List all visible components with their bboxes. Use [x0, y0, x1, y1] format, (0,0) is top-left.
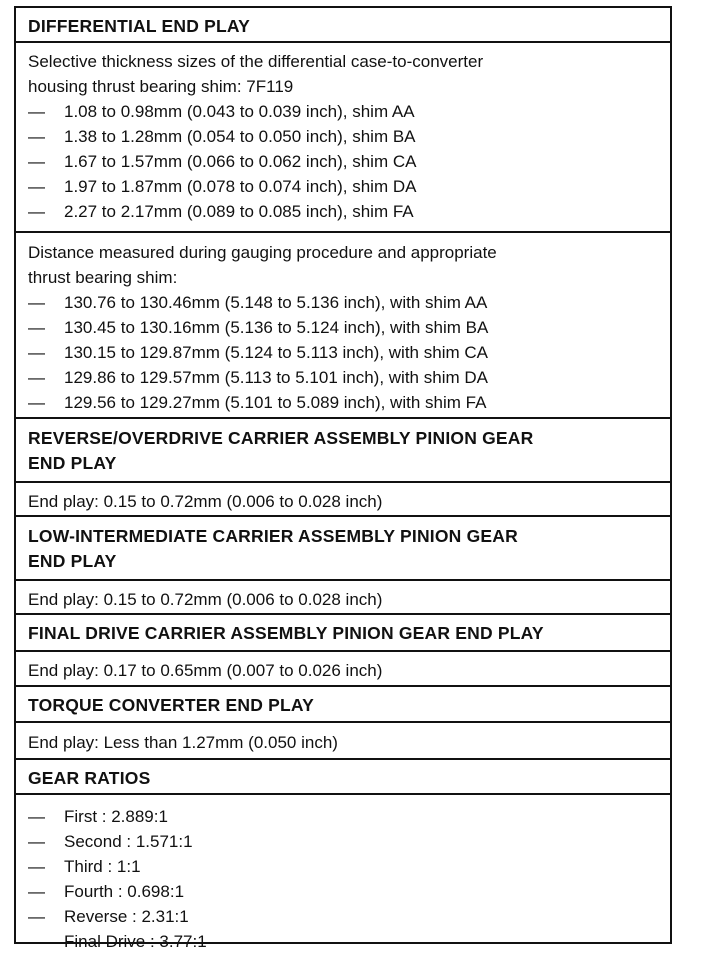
- gauging-distances-block: [16, 233, 670, 419]
- dash-bullet: —: [28, 932, 45, 951]
- list-item: — Fourth : 0.698:1: [28, 879, 670, 904]
- end-play-value: End play: 0.15 to 0.72mm (0.006 to 0.028 inch): [28, 492, 383, 511]
- end-play-value: End play: 0.17 to 0.65mm (0.007 to 0.026 inch): [28, 661, 383, 680]
- list-item: — Reverse : 2.31:1: [28, 904, 670, 929]
- section-heading-line: END PLAY: [28, 551, 117, 571]
- list-item: — 1.08 to 0.98mm (0.043 to 0.039 inch), shim AA: [28, 99, 670, 124]
- dash-bullet: —: [28, 857, 45, 876]
- list-item: — 130.76 to 130.46mm (5.148 to 5.136 inch), with shim AA: [28, 290, 670, 315]
- list-item: — 130.45 to 130.16mm (5.136 to 5.124 inch), with shim BA: [28, 315, 670, 340]
- section-heading: DIFFERENTIAL END PLAY: [28, 16, 251, 36]
- low-intermediate-heading: [16, 517, 670, 581]
- list-item: — Second : 1.571:1: [28, 829, 670, 854]
- torque-converter-heading: [16, 687, 670, 723]
- section-heading: TORQUE CONVERTER END PLAY: [28, 695, 315, 715]
- list-item: — 1.97 to 1.87mm (0.078 to 0.074 inch), shim DA: [28, 174, 670, 199]
- list-item: — 1.67 to 1.57mm (0.066 to 0.062 inch), shim CA: [28, 149, 670, 174]
- torque-converter-value: [16, 723, 670, 760]
- gear-ratios-list: [16, 795, 670, 951]
- end-play-value: End play: 0.15 to 0.72mm (0.006 to 0.028 inch): [28, 590, 383, 609]
- shim-sizes-block: [16, 43, 670, 233]
- dash-bullet: —: [28, 368, 45, 387]
- dash-bullet: —: [28, 882, 45, 901]
- list-item: — 130.15 to 129.87mm (5.124 to 5.113 inch), with shim CA: [28, 340, 670, 365]
- gauge-intro-line: Distance measured during gauging procedure and appropriate: [28, 243, 497, 262]
- list-item: — 2.27 to 2.17mm (0.089 to 0.085 inch), shim FA: [28, 199, 670, 224]
- gear-ratios-heading: [16, 760, 670, 795]
- list-item: — Final Drive : 3.77:1: [28, 929, 670, 954]
- dash-bullet: —: [28, 127, 45, 146]
- shim-intro-line: Selective thickness sizes of the differential case-to-converter: [28, 52, 484, 71]
- section-heading: GEAR RATIOS: [28, 768, 151, 788]
- gauge-intro-line: thrust bearing shim:: [28, 268, 178, 287]
- reverse-overdrive-heading: [16, 419, 670, 483]
- differential-end-play-heading: [16, 8, 670, 43]
- dash-bullet: —: [28, 343, 45, 362]
- dash-bullet: —: [28, 318, 45, 337]
- reverse-overdrive-value: [16, 483, 670, 517]
- list-item: — 129.86 to 129.57mm (5.113 to 5.101 inch), with shim DA: [28, 365, 670, 390]
- dash-bullet: —: [28, 102, 45, 121]
- end-play-value: End play: Less than 1.27mm (0.050 inch): [28, 733, 338, 752]
- list-item: — 129.56 to 129.27mm (5.101 to 5.089 inch), with shim FA: [28, 390, 670, 415]
- shim-intro-line: housing thrust bearing shim: 7F119: [28, 77, 294, 96]
- dash-bullet: —: [28, 293, 45, 312]
- dash-bullet: —: [28, 152, 45, 171]
- list-item: — First : 2.889:1: [28, 804, 670, 829]
- list-item: — 1.38 to 1.28mm (0.054 to 0.050 inch), shim BA: [28, 124, 670, 149]
- specification-table: [14, 6, 672, 951]
- section-heading-line: END PLAY: [28, 453, 117, 473]
- section-heading-line: LOW-INTERMEDIATE CARRIER ASSEMBLY PINION GEAR: [28, 526, 518, 546]
- low-intermediate-value: [16, 581, 670, 615]
- final-drive-heading: [16, 615, 670, 652]
- section-heading: FINAL DRIVE CARRIER ASSEMBLY PINION GEAR END PLAY: [28, 623, 544, 643]
- dash-bullet: —: [28, 177, 45, 196]
- list-item: — Third : 1:1: [28, 854, 670, 879]
- section-heading-line: REVERSE/OVERDRIVE CARRIER ASSEMBLY PINION GEAR: [28, 428, 534, 448]
- dash-bullet: —: [28, 393, 45, 412]
- dash-bullet: —: [28, 832, 45, 851]
- dash-bullet: —: [28, 807, 45, 826]
- dash-bullet: —: [28, 202, 45, 221]
- dash-bullet: —: [28, 907, 45, 926]
- final-drive-value: [16, 652, 670, 687]
